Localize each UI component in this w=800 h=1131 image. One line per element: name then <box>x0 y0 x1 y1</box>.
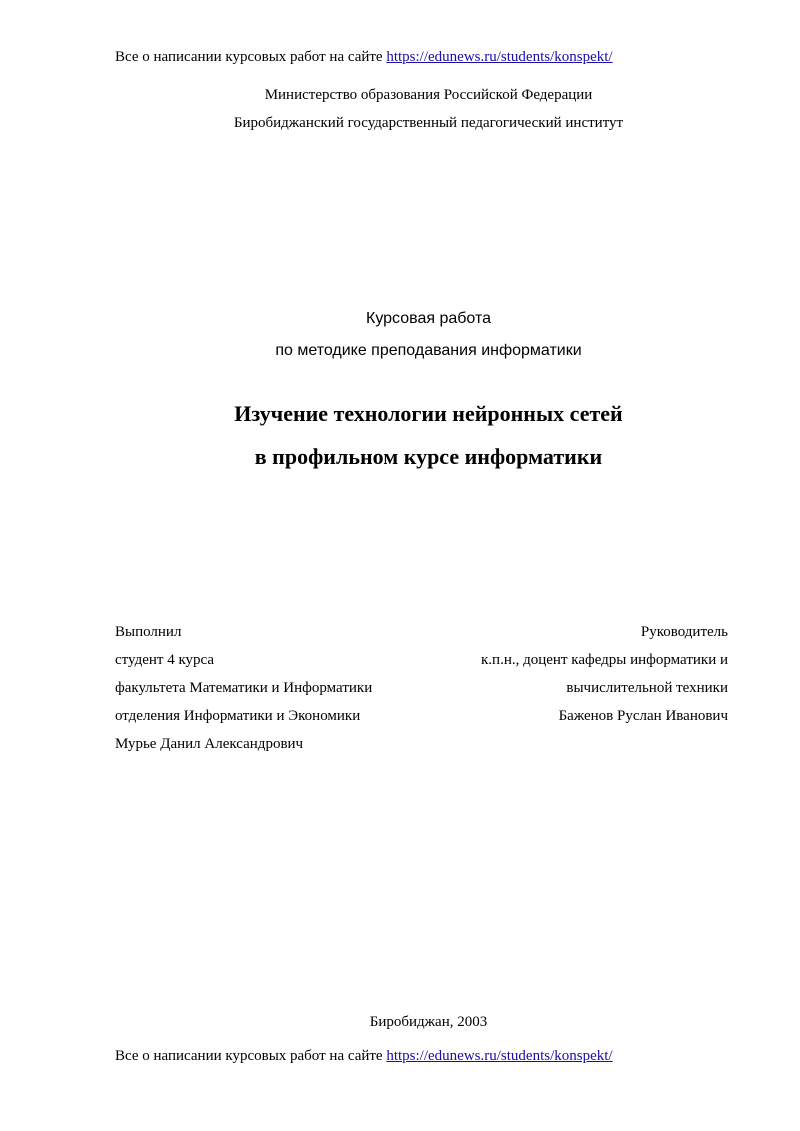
place-year: Биробиджан, 2003 <box>369 1014 488 1030</box>
supervisor-line: к.п.н., доцент кафедры информатики и <box>481 652 728 668</box>
work-title-line-2: в профильном курсе информатики <box>254 444 603 469</box>
author-line: факультета Математики и Информатики <box>115 680 373 696</box>
ministry-name: Министерство образования Российской Федерации <box>264 87 593 103</box>
author-line: студент 4 курса <box>115 652 215 668</box>
work-title-line-1: Изучение технологии нейронных сетей <box>234 401 623 426</box>
author-name: Мурье Данил Александрович <box>115 736 304 752</box>
footer-notice-text: Все о написании курсовых работ на сайте <box>115 1048 387 1064</box>
institute-name: Биробиджанский государственный педагогический институт <box>233 115 624 131</box>
author-line: отделения Информатики и Экономики <box>115 708 361 724</box>
header-notice-link[interactable]: https://edunews.ru/students/konspekt/ <box>386 49 613 65</box>
author-line: Выполнил <box>115 624 182 640</box>
supervisor-line: Руководитель <box>640 624 728 640</box>
footer-notice-link[interactable]: https://edunews.ru/students/konspekt/ <box>386 1048 613 1064</box>
supervisor-name: Баженов Руслан Иванович <box>558 708 728 724</box>
supervisor-line: вычислительной техники <box>566 680 728 696</box>
header-notice-text: Все о написании курсовых работ на сайте <box>115 49 387 65</box>
header-notice <box>115 47 613 67</box>
footer-notice <box>115 1046 613 1066</box>
work-type: Курсовая работа <box>366 310 491 327</box>
work-subject: по методике преподавания информатики <box>275 342 582 359</box>
